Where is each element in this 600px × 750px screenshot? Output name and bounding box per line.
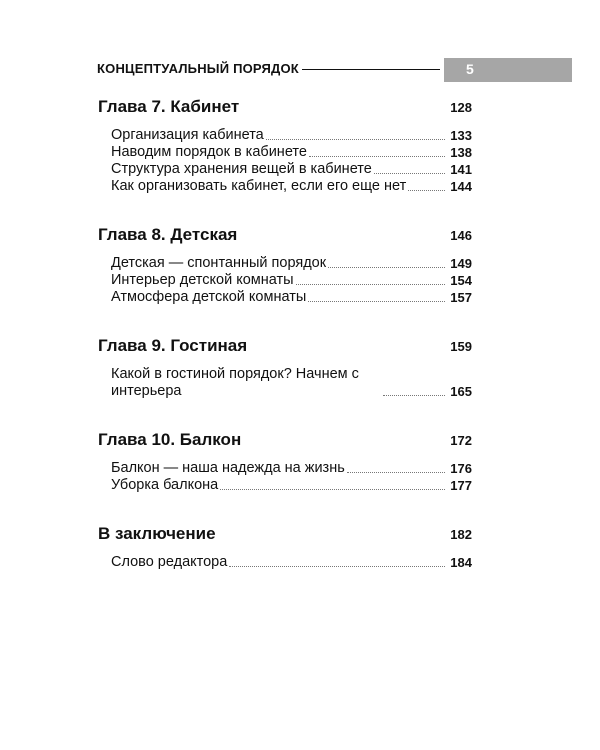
- chapter-7: [98, 97, 472, 195]
- entry-page-number: 176: [450, 461, 472, 476]
- entry-title: Какой в гостиной порядок? Начнем с интерьера: [111, 366, 359, 399]
- entry-title: Как организовать кабинет, если его еще нет: [111, 178, 407, 194]
- conclusion: [98, 524, 472, 571]
- chapter-title: Глава 8. Детская: [98, 225, 238, 244]
- dot-leader: [374, 173, 445, 174]
- dot-leader: [328, 267, 445, 268]
- chapter-title: В заключение: [98, 524, 216, 543]
- entry-title: Наводим порядок в кабинете: [111, 144, 307, 160]
- entry-page-number: 154: [450, 273, 472, 288]
- chapter-title: Глава 7. Кабинет: [98, 97, 240, 116]
- chapter-heading: [98, 524, 472, 548]
- header-title: КОНЦЕПТУАЛЬНЫЙ ПОРЯДОК: [97, 61, 299, 76]
- dot-leader: [229, 566, 445, 567]
- dot-leader: [308, 301, 445, 302]
- toc-entry: [111, 477, 472, 494]
- chapter-heading: [98, 336, 472, 360]
- toc-entry: [111, 161, 472, 178]
- dot-leader: [347, 472, 445, 473]
- dot-leader: [383, 395, 445, 396]
- dot-leader: [408, 190, 445, 191]
- chapter-title: Глава 10. Балкон: [98, 430, 242, 449]
- chapter-title: Глава 9. Гостиная: [98, 336, 248, 355]
- toc-entry: [111, 127, 472, 144]
- entry-title: Интерьер детской комнаты: [111, 272, 294, 288]
- entry-page-number: 138: [450, 145, 472, 160]
- chapter-page-number: 182: [450, 527, 472, 542]
- entry-page-number: 141: [450, 162, 472, 177]
- toc-entry: [111, 178, 472, 195]
- toc-entry: [111, 366, 472, 400]
- header-rule: [302, 69, 440, 70]
- entry-page-number: 184: [450, 555, 472, 570]
- entry-title: Структура хранения вещей в кабинете: [111, 161, 372, 177]
- entry-page-number: 177: [450, 478, 472, 493]
- entry-title: Уборка балкона: [111, 477, 219, 493]
- page-number-box: [444, 58, 572, 82]
- entry-page-number: 165: [450, 384, 472, 399]
- entry-title: Атмосфера детской комнаты: [111, 289, 307, 305]
- chapter-page-number: 172: [450, 433, 472, 448]
- entry-title: Слово редактора: [111, 554, 228, 570]
- chapter-page-number: 146: [450, 228, 472, 243]
- toc-entry: [111, 289, 472, 306]
- entry-title: Балкон — наша надежда на жизнь: [111, 460, 345, 476]
- toc-entry: [111, 272, 472, 289]
- dot-leader: [296, 284, 445, 285]
- table-of-contents: [98, 97, 472, 601]
- entry-page-number: 149: [450, 256, 472, 271]
- running-header: [97, 58, 572, 82]
- chapter-heading: [98, 97, 472, 121]
- entry-page-number: 133: [450, 128, 472, 143]
- dot-leader: [309, 156, 445, 157]
- toc-entry: [111, 144, 472, 161]
- dot-leader: [266, 139, 445, 140]
- chapter-9: [98, 336, 472, 400]
- dot-leader: [220, 489, 445, 490]
- toc-entry: [111, 255, 472, 272]
- chapter-heading: [98, 430, 472, 454]
- entry-page-number: 157: [450, 290, 472, 305]
- entry-title: Детская — спонтанный порядок: [111, 255, 327, 271]
- chapter-10: [98, 430, 472, 494]
- chapter-page-number: 159: [450, 339, 472, 354]
- chapter-8: [98, 225, 472, 306]
- entry-title: Организация кабинета: [111, 127, 264, 143]
- toc-entry: [111, 554, 472, 571]
- page-number: 5: [466, 61, 474, 77]
- chapter-heading: [98, 225, 472, 249]
- entry-page-number: 144: [450, 179, 472, 194]
- chapter-page-number: 128: [450, 100, 472, 115]
- toc-entry: [111, 460, 472, 477]
